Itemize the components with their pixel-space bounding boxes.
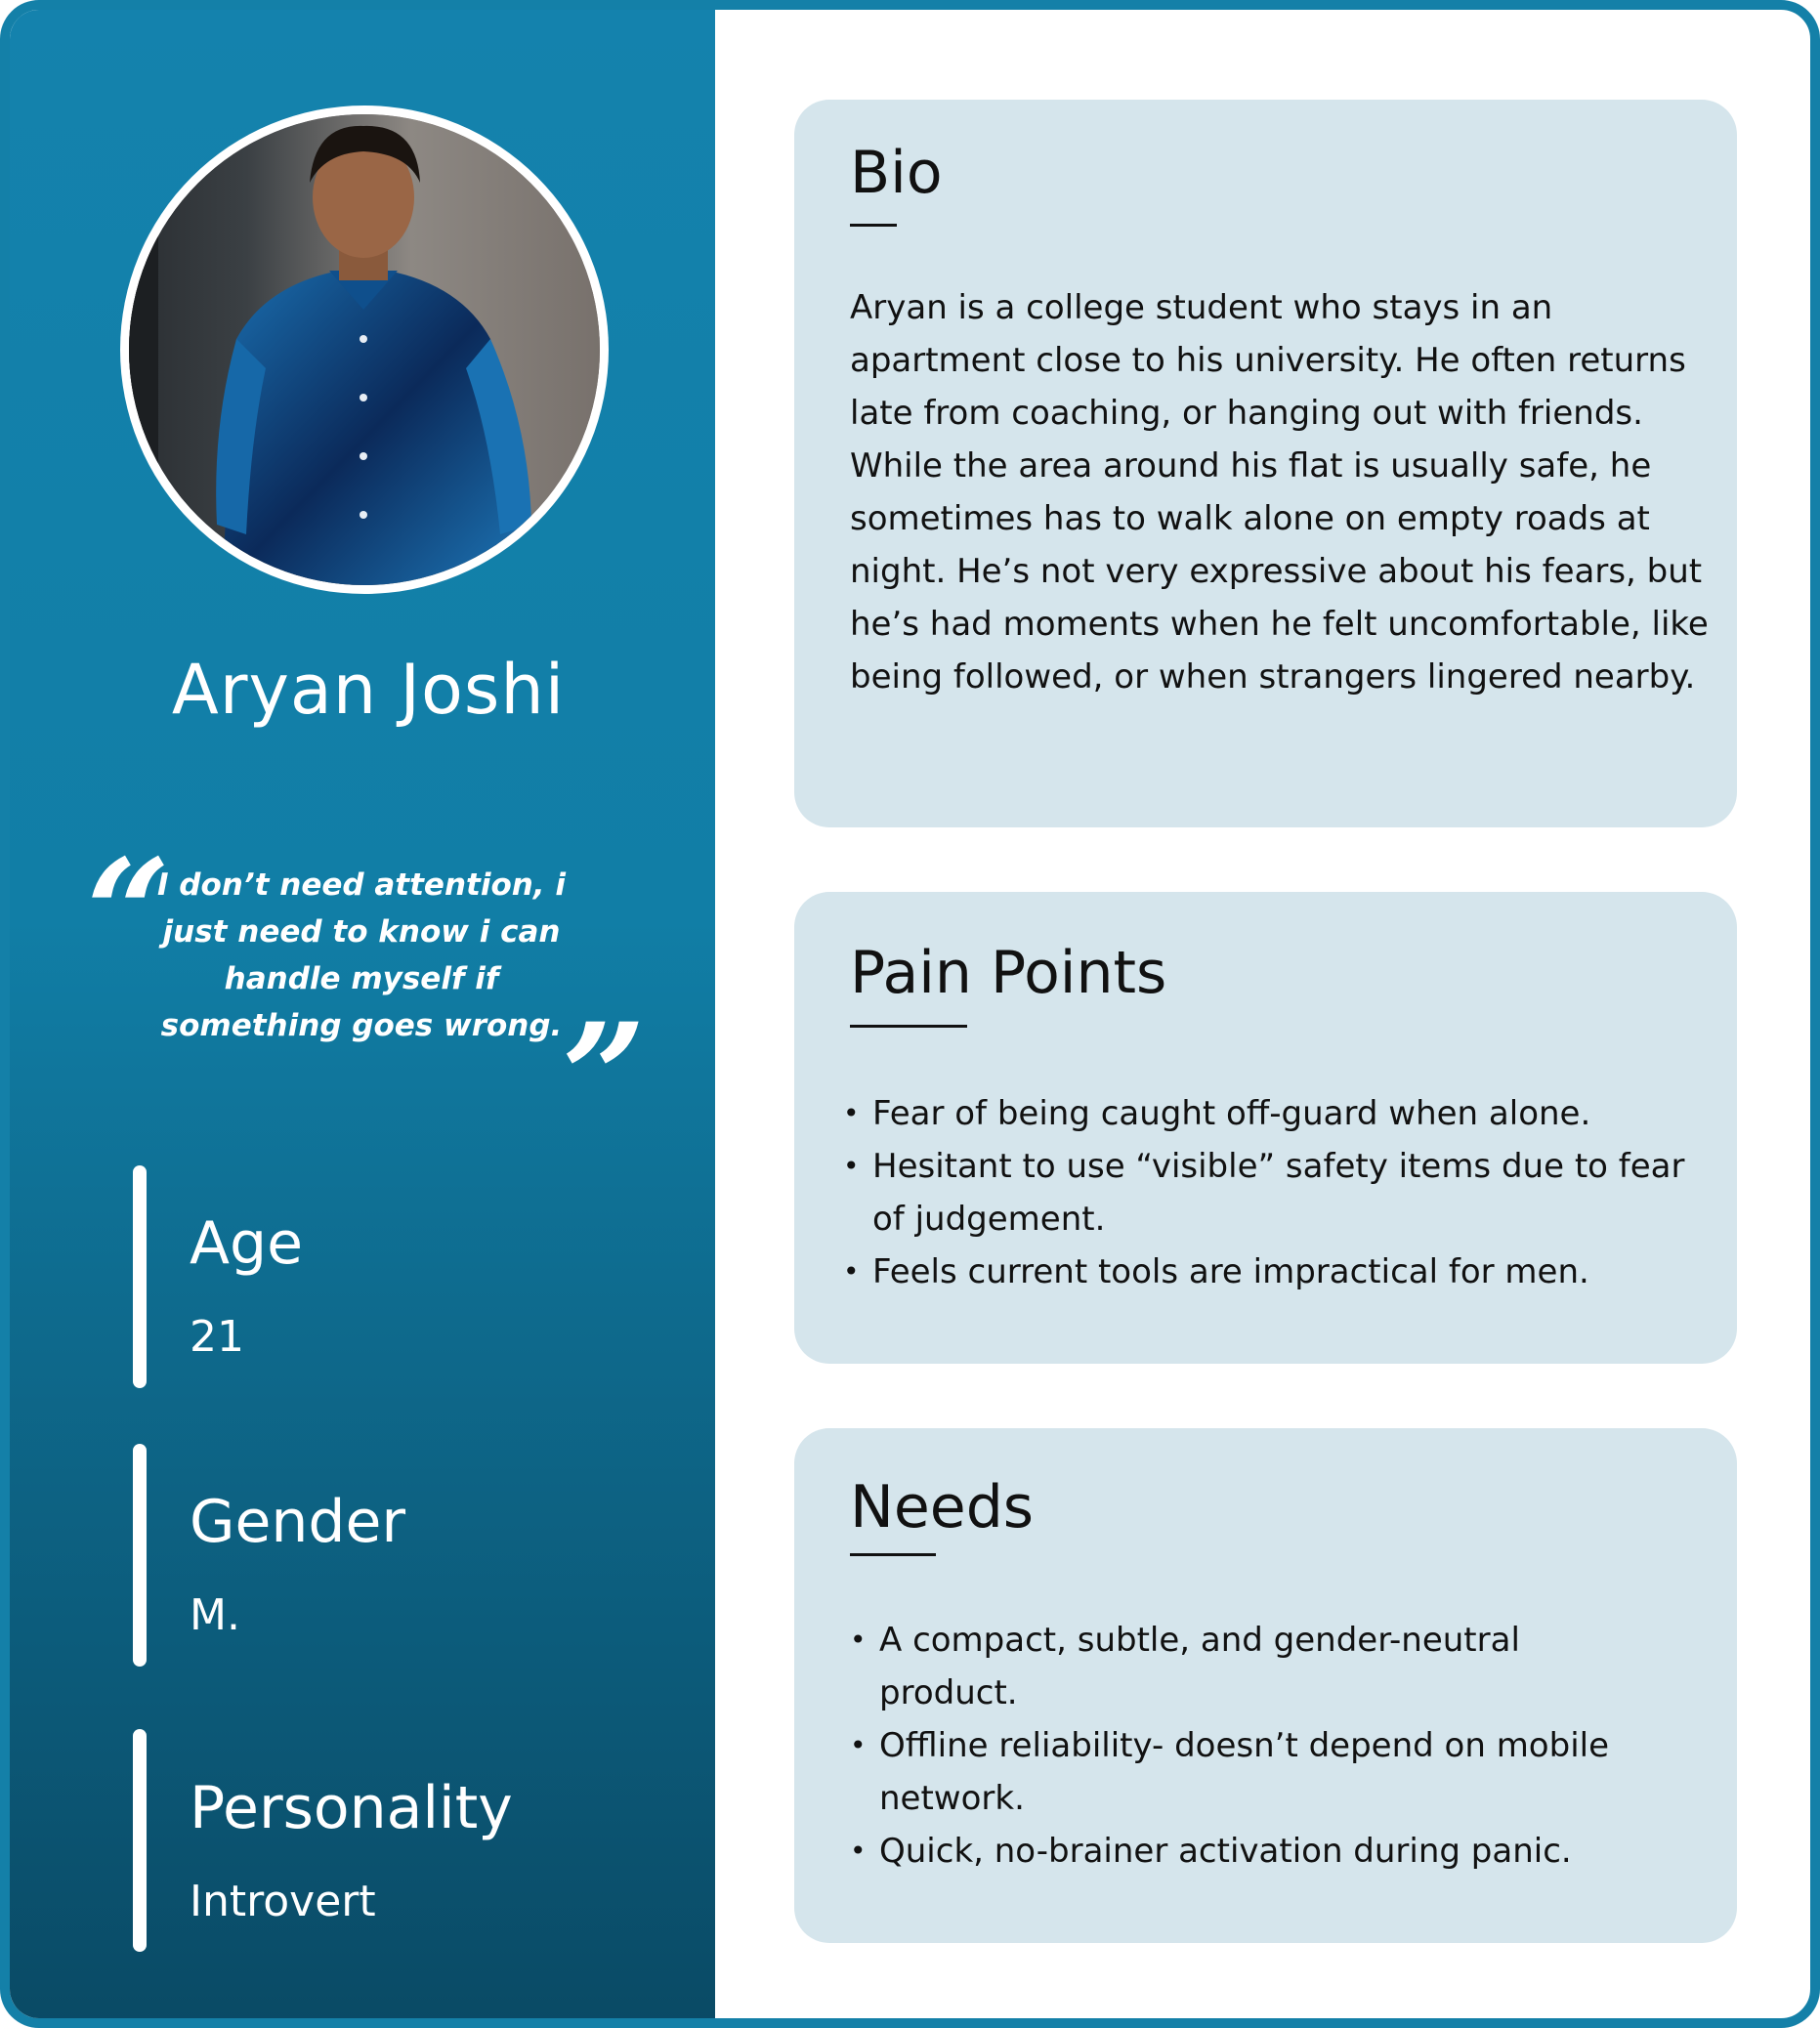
age-accent-bar: [133, 1165, 147, 1388]
list-item: • A compact, subtle, and gender-neutral product.: [850, 1614, 1651, 1719]
persona-quote: I don’t need attention, i just need to know i can handle myself if something goes wrong.: [156, 867, 567, 1043]
avatar: [129, 114, 600, 585]
age-value: 21: [190, 1312, 244, 1362]
bio-panel: [794, 100, 1737, 827]
bio-title-rule: [850, 224, 897, 227]
list-item: • Quick, no-brainer activation during panic.: [850, 1825, 1651, 1878]
sidebar-divider: [715, 10, 727, 2028]
list-item: • Feels current tools are impractical for men.: [843, 1246, 1703, 1298]
personality-value: Introvert: [190, 1877, 376, 1926]
age-label: Age: [190, 1209, 304, 1278]
quote-open-icon: “: [86, 827, 171, 999]
list-item: • Fear of being caught off-guard when alone.: [843, 1087, 1703, 1140]
needs-list: [850, 1614, 1651, 1878]
gender-label: Gender: [190, 1488, 406, 1556]
gender-value: M.: [190, 1590, 240, 1640]
needs-title-rule: [850, 1553, 936, 1556]
list-item: • Hesitant to use “visible” safety items due to fear of judgement.: [843, 1140, 1703, 1246]
pain-points-list: [843, 1087, 1703, 1298]
gender-accent-bar: [133, 1444, 147, 1667]
personality-accent-bar: [133, 1729, 147, 1952]
quote-close-icon: ”: [562, 992, 647, 1163]
needs-panel: [794, 1428, 1737, 1943]
needs-title: Needs: [850, 1473, 1035, 1542]
person-photo-icon: [129, 114, 600, 585]
persona-name: Aryan Joshi: [171, 650, 566, 730]
bio-text: Aryan is a college student who stays in an apartment close to his university. He often returns late from coaching, or hanging out with friends. While the area around his flat is usually safe, he sometimes has to walk alone on empty roads at night. He’s not very expressive about his fears, but he’s had moments when he felt uncomfortable, like being followed, or when strangers lingered nearby.: [850, 288, 1709, 697]
list-item: • Offline reliability- doesn’t depend on mobile network.: [850, 1719, 1651, 1825]
bio-title: Bio: [850, 139, 943, 207]
pain-points-panel: [794, 892, 1737, 1364]
pain-points-title: Pain Points: [850, 939, 1167, 1007]
pain-points-title-rule: [850, 1025, 967, 1028]
personality-label: Personality: [190, 1774, 513, 1842]
